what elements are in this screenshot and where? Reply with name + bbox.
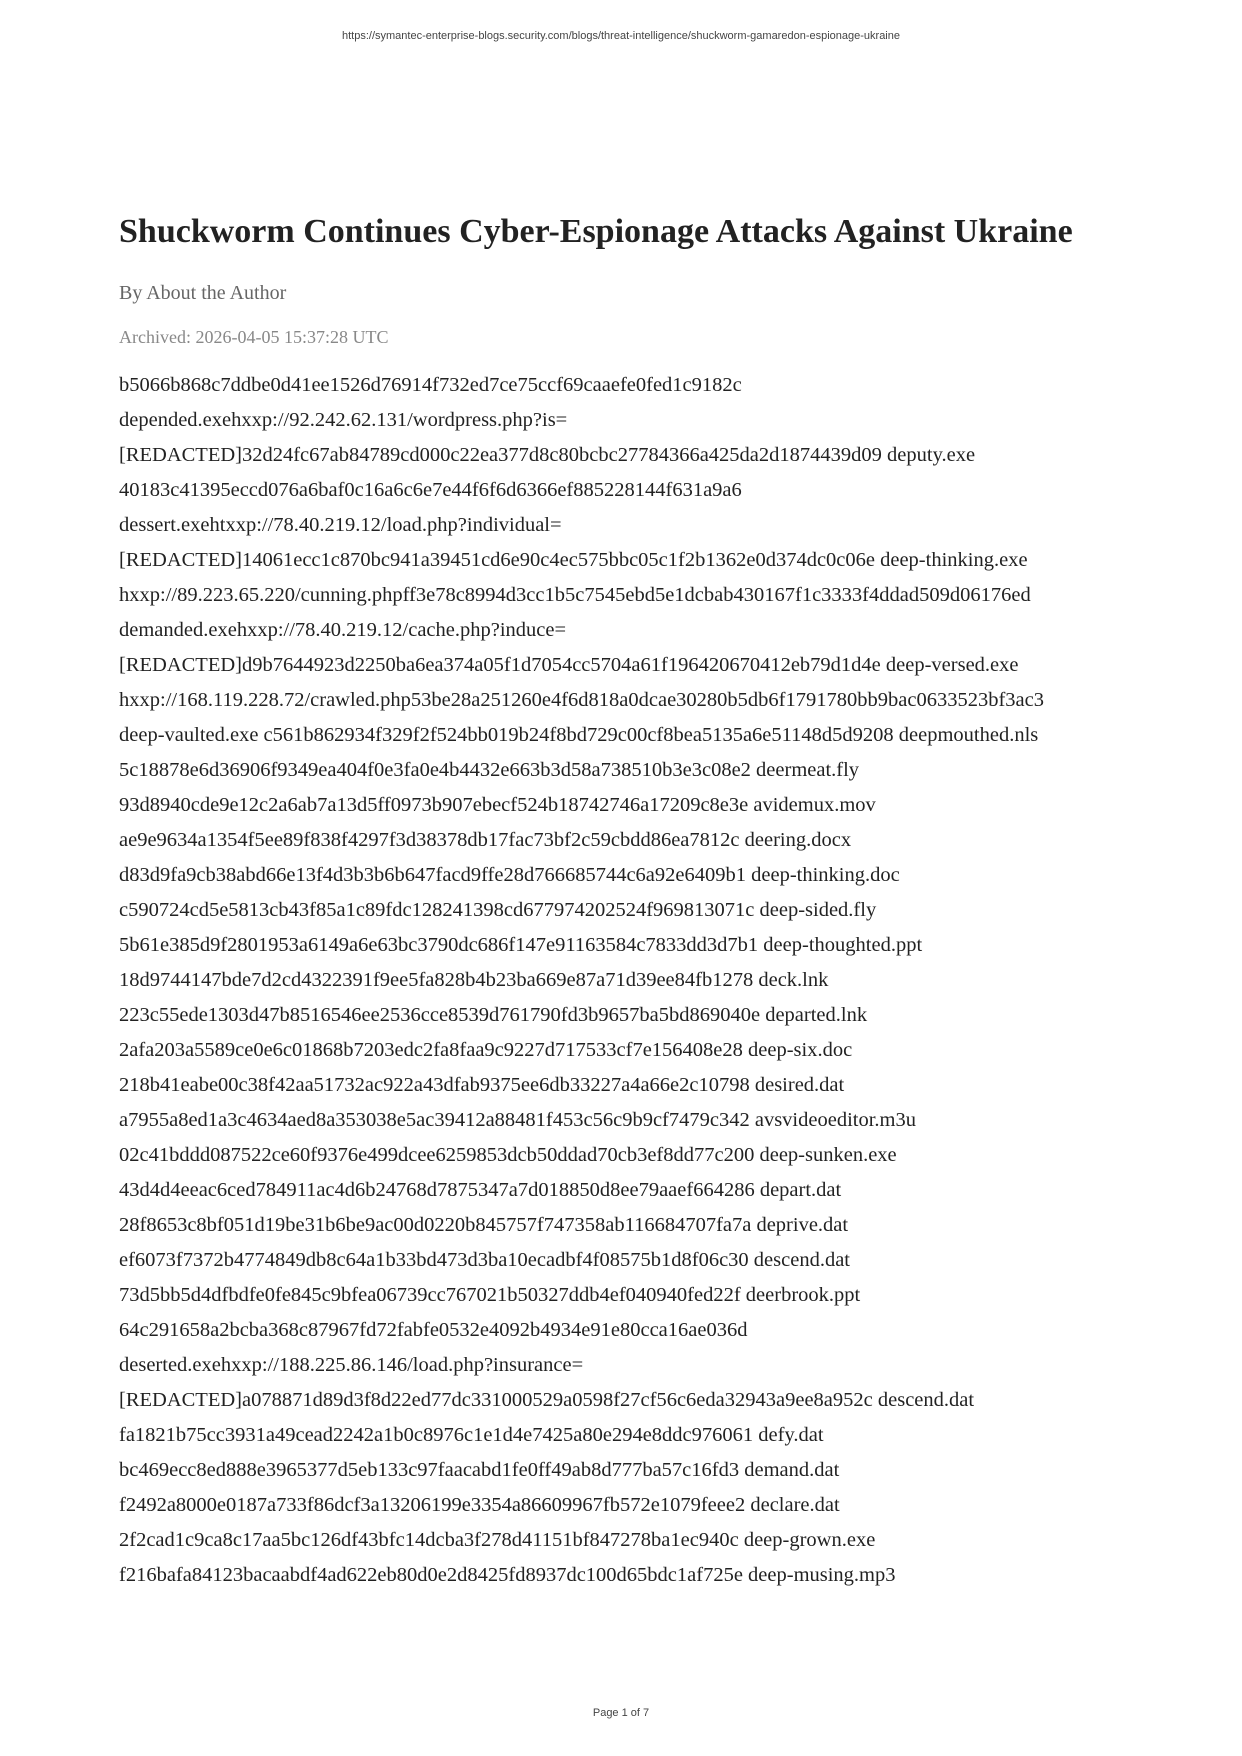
ioc-line: 64c291658a2bcba368c87967fd72fabfe0532e4092b4934e91e80cca16ae036d (119, 1319, 748, 1341)
ioc-line: 93d8940cde9e12c2a6ab7a13d5ff0973b907ebecf524b18742746a17209c8e3e avidemux.mov (119, 794, 876, 816)
ioc-line: depended.exehxxp://92.242.62.131/wordpress.php?is= (119, 409, 568, 431)
ioc-line: hxxp://89.223.65.220/cunning.phpff3e78c8994d3cc1b5c7545ebd5e1dcbab430167f1c3333f4ddad509d06176ed (119, 584, 1031, 606)
ioc-line: [REDACTED]d9b7644923d2250ba6ea374a05f1d7054cc5704a61f196420670412eb79d1d4e deep-versed.exe (119, 654, 1019, 676)
article-title: Shuckworm Continues Cyber-Espionage Attacks Against Ukraine (119, 213, 1073, 250)
ioc-line: bc469ecc8ed888e3965377d5eb133c97faacabd1fe0ff49ab8d777ba57c16fd3 demand.dat (119, 1459, 840, 1481)
article (119, 210, 1139, 1593)
ioc-line: 218b41eabe00c38f42aa51732ac922a43dfab9375ee6db33227a4a66e2c10798 desired.dat (119, 1074, 845, 1096)
ioc-line: fa1821b75cc3931a49cead2242a1b0c8976c1e1d4e7425a80e294e8ddc976061 defy.dat (119, 1424, 824, 1446)
ioc-list (119, 368, 1139, 1593)
ioc-line: [REDACTED]32d24fc67ab84789cd000c22ea377d8c80bcbc27784366a425da2d1874439d09 deputy.exe (119, 444, 976, 466)
ioc-line: 18d9744147bde7d2cd4322391f9ee5fa828b4b23ba669e87a71d39ee84fb1278 deck.lnk (119, 969, 829, 991)
article-byline: By About the Author (119, 282, 287, 304)
ioc-line: f2492a8000e0187a733f86dcf3a13206199e3354a86609967fb572e1079feee2 declare.dat (119, 1494, 840, 1516)
ioc-line: 2f2cad1c9ca8c17aa5bc126df43bfc14dcba3f278d41151bf847278ba1ec940c deep-grown.exe (119, 1529, 876, 1551)
page-number: Page 1 of 7 (592, 1707, 650, 1719)
ioc-line: deep-vaulted.exe c561b862934f329f2f524bb019b24f8bd729c00cf8bea5135a6e51148d5d9208 deepmouthed.nls (119, 724, 1039, 746)
ioc-line: 43d4d4eeac6ced784911ac4d6b24768d7875347a7d018850d8ee79aaef664286 depart.dat (119, 1179, 842, 1201)
ioc-line: 28f8653c8bf051d19be31b6be9ac00d0220b845757f747358ab116684707fa7a deprive.dat (119, 1214, 849, 1236)
ioc-line: [REDACTED]14061ecc1c870bc941a39451cd6e90c4ec575bbc05c1f2b1362e0d374dc0c06e deep-thinking.exe (119, 549, 1028, 571)
ioc-line: 40183c41395eccd076a6baf0c16a6c6e7e44f6f6d6366ef885228144f631a9a6 (119, 479, 742, 501)
ioc-line: b5066b868c7ddbe0d41ee1526d76914f732ed7ce75ccf69caaefe0fed1c9182c (119, 374, 742, 396)
ioc-line: [REDACTED]a078871d89d3f8d22ed77dc331000529a0598f27cf56c6eda32943a9ee8a952c descend.dat (119, 1389, 975, 1411)
ioc-line: c590724cd5e5813cb43f85a1c89fdc128241398cd677974202524f969813071c deep-sided.fly (119, 899, 877, 921)
ioc-line: deserted.exehxxp://188.225.86.146/load.php?insurance= (119, 1354, 584, 1376)
ioc-line: 02c41bddd087522ce60f9376e499dcee6259853dcb50ddad70cb3ef8dd77c200 deep-sunken.exe (119, 1144, 897, 1166)
ioc-line: dessert.exehtxxp://78.40.219.12/load.php?individual= (119, 514, 562, 536)
ioc-line: 5c18878e6d36906f9349ea404f0e3fa0e4b4432e663b3d58a738510b3e3c08e2 deermeat.fly (119, 759, 860, 781)
ioc-line: f216bafa84123bacaabdf4ad622eb80d0e2d8425fd8937dc100d65bdc1af725e deep-musing.mp3 (119, 1564, 896, 1586)
ioc-line: ae9e9634a1354f5ee89f838f4297f3d38378db17fac73bf2c59cbdd86ea7812c deering.docx (119, 829, 852, 851)
ioc-line: 223c55ede1303d47b8516546ee2536cce8539d761790fd3b9657ba5bd869040e departed.lnk (119, 1004, 868, 1026)
ioc-line: demanded.exehxxp://78.40.219.12/cache.php?induce= (119, 619, 567, 641)
ioc-line: a7955a8ed1a3c4634aed8a353038e5ac39412a88481f453c56c9b9cf7479c342 avsvideoeditor.m3u (119, 1109, 916, 1131)
ioc-line: ef6073f7372b4774849db8c64a1b33bd473d3ba10ecadbf4f08575b1d8f06c30 descend.dat (119, 1249, 850, 1271)
ioc-line: 5b61e385d9f2801953a6149a6e63bc3790dc686f147e91163584c7833dd3d7b1 deep-thoughted.ppt (119, 934, 923, 956)
ioc-line: 73d5bb5d4dfbdfe0fe845c9bfea06739cc767021b50327ddb4ef040940fed22f deerbrook.ppt (119, 1284, 861, 1306)
ioc-line: hxxp://168.119.228.72/crawled.php53be28a251260e4f6d818a0dcae30280b5db6f1791780bb9bac0633523bf3ac3 (119, 689, 1044, 711)
ioc-line: 2afa203a5589ce0e6c01868b7203edc2fa8faa9c9227d717533cf7e156408e28 deep-six.doc (119, 1039, 853, 1061)
page-url: https://symantec-enterprise-blogs.security.com/blogs/threat-intelligence/shuckworm-gamaredon-espionage-ukraine (341, 30, 900, 42)
ioc-line: d83d9fa9cb38abd66e13f4d3b3b6b647facd9ffe28d766685744c6a92e6409b1 deep-thinking.doc (119, 864, 900, 886)
archived-timestamp: Archived: 2026-04-05 15:37:28 UTC (119, 327, 389, 347)
